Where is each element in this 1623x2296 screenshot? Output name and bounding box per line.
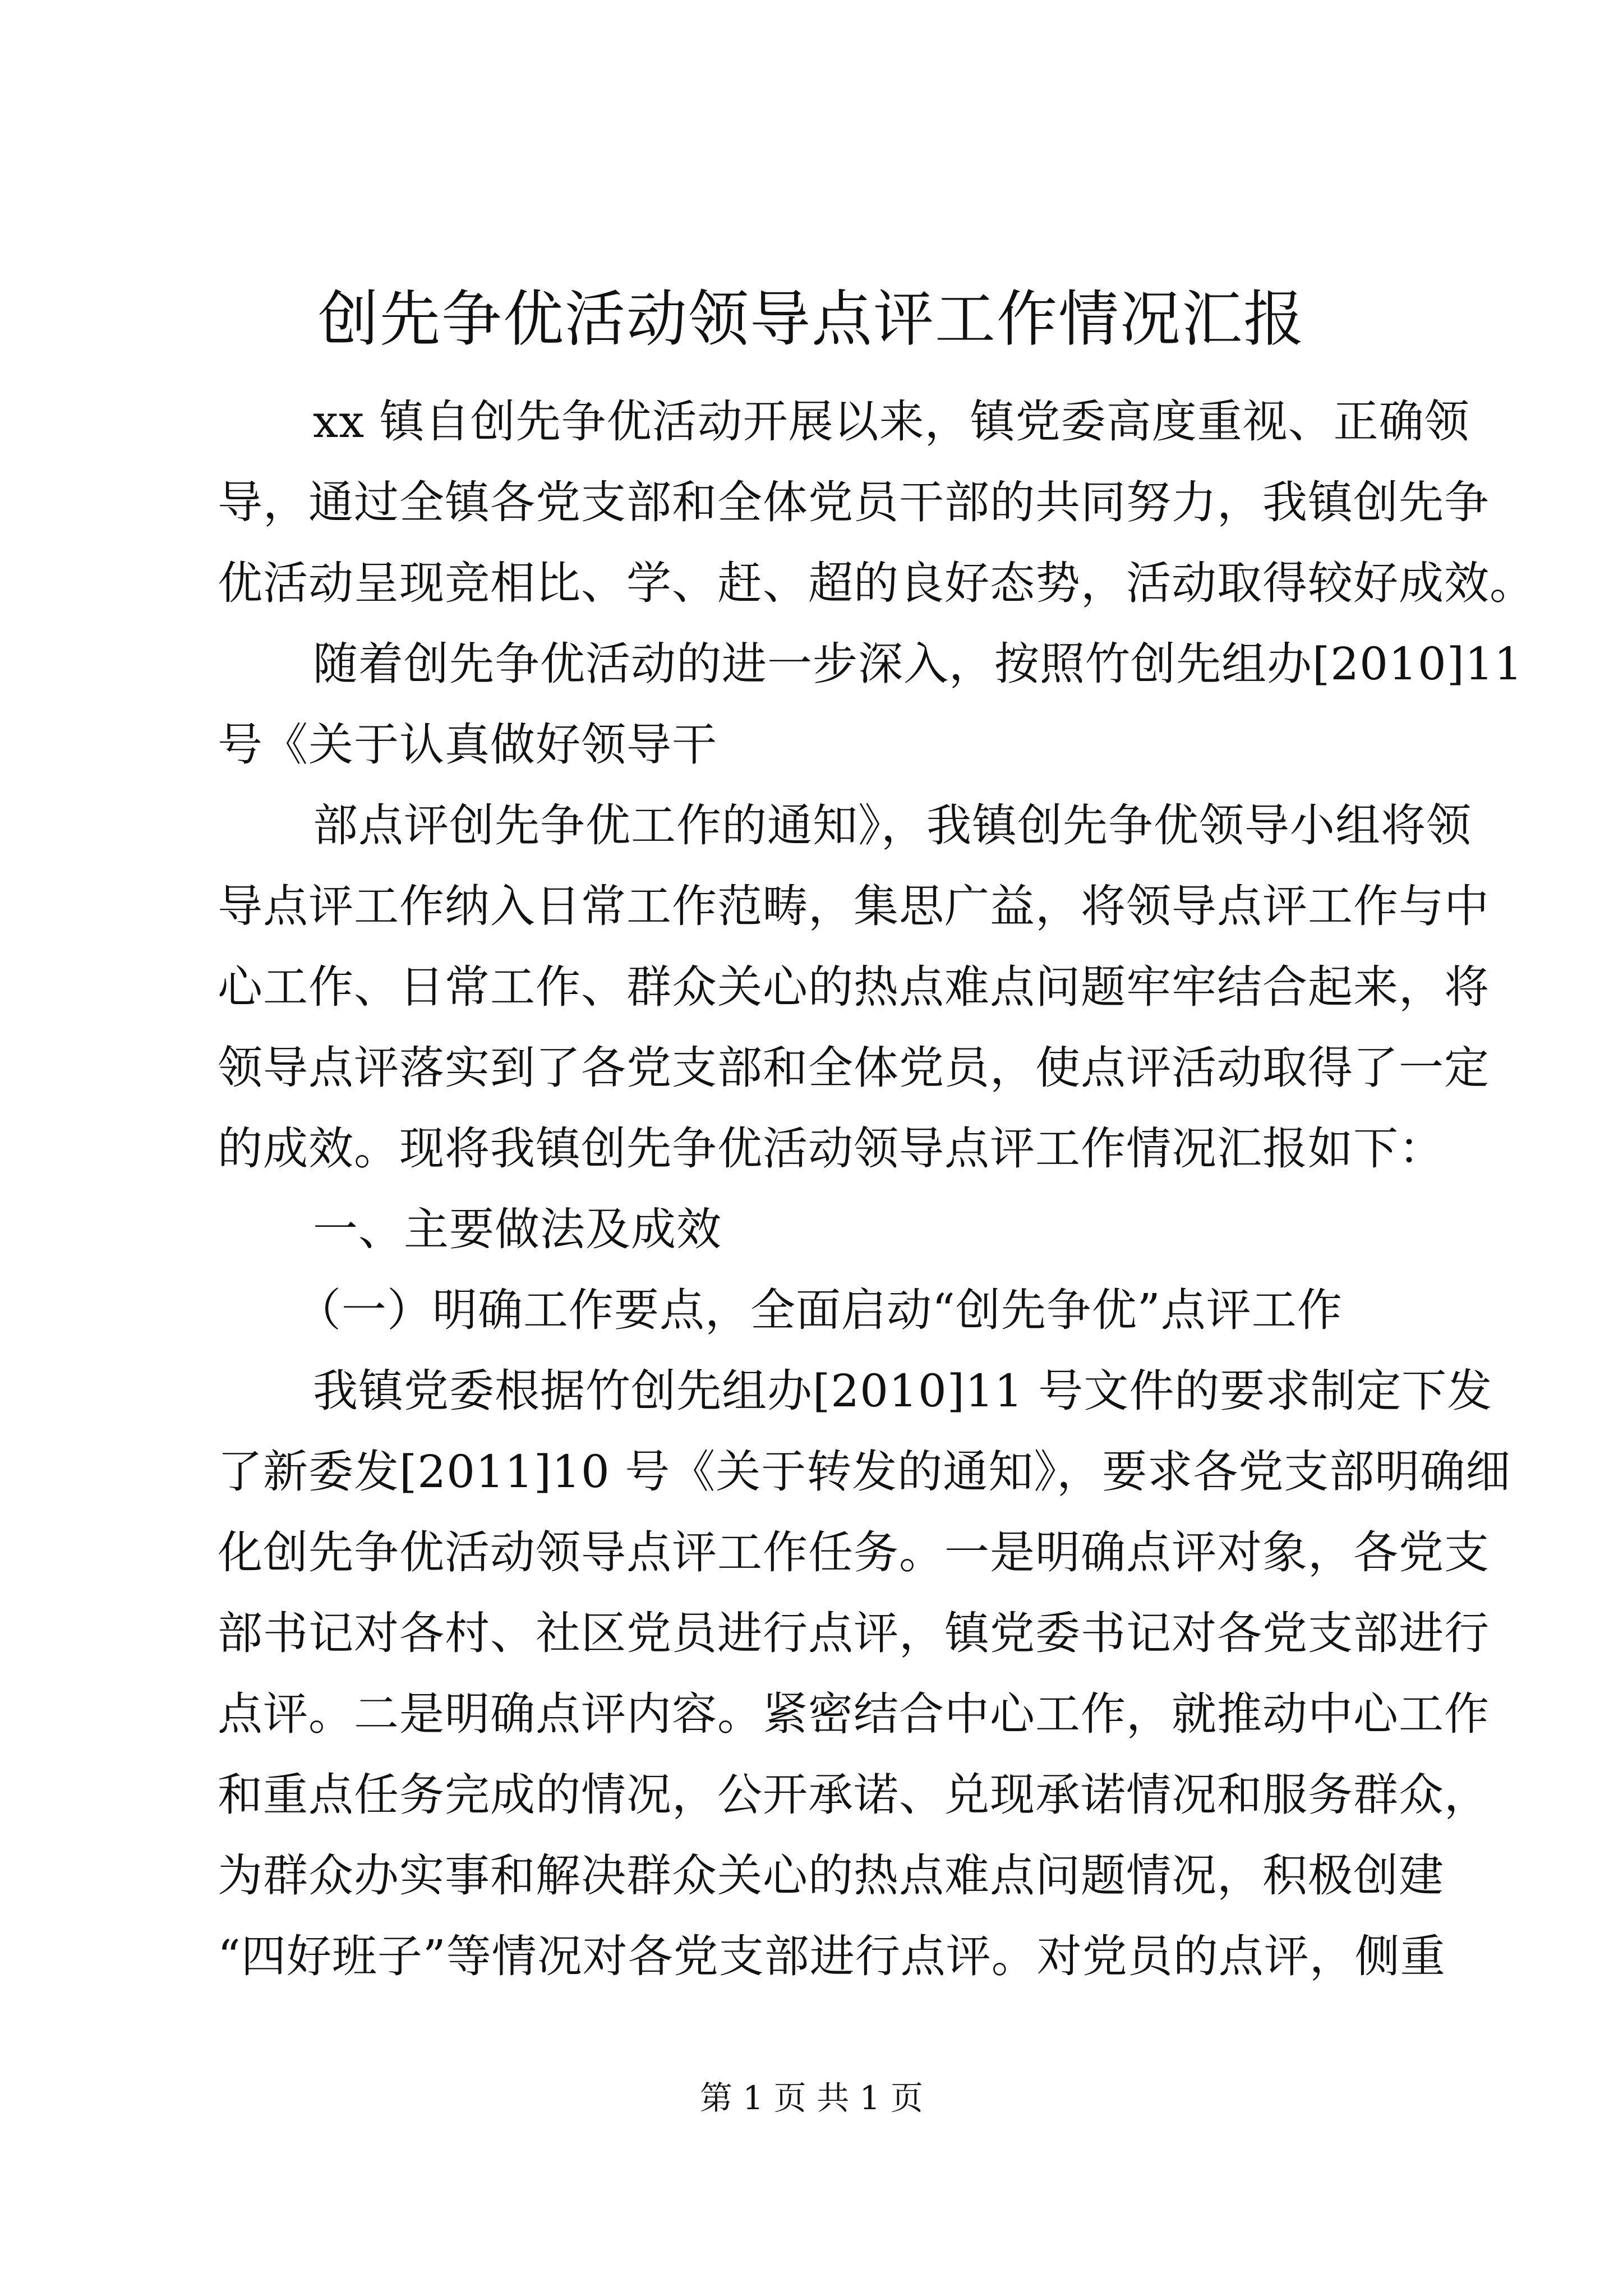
paragraph-line: 部点评创先争优工作的通知》，我镇创先争优领导小组将领	[313, 799, 1472, 852]
paragraph-line: 号《关于认真做好领导干	[218, 719, 717, 771]
paragraph-line: 导点评工作纳入日常工作范畴，集思广益，将领导点评工作与中	[218, 880, 1490, 932]
paragraph-line: 随着创先争优活动的进一步深入，按照竹创先组办[2010]11	[313, 638, 1523, 690]
page-footer: 第 1 页 共 1 页	[700, 2079, 923, 2117]
paragraph-line: 导，通过全镇各党支部和全体党员干部的共同努力，我镇创先争	[218, 476, 1490, 528]
document-title: 创先争优活动领导点评工作情况汇报	[317, 284, 1305, 355]
paragraph-line: “四好班子”等情况对各党支部进行点评。对党员的点评，侧重	[218, 1930, 1446, 1982]
paragraph-line: 化创先争优活动领导点评工作任务。一是明确点评对象，各党支	[218, 1526, 1490, 1579]
document-body	[218, 381, 1535, 1997]
paragraph-line: 心工作、日常工作、群众关心的热点难点问题牢牢结合起来，将	[218, 961, 1490, 1013]
subsection-heading: （一）明确工作要点，全面启动“创先争优”点评工作	[296, 1284, 1343, 1336]
paragraph-line: 领导点评落实到了各党支部和全体党员，使点评活动取得了一定	[218, 1042, 1490, 1094]
paragraph-line: 点评。二是明确点评内容。紧密结合中心工作，就推动中心工作	[218, 1688, 1490, 1740]
paragraph-line: 了新委发[2011]10 号《关于转发的通知》，要求各党支部明确细	[218, 1446, 1511, 1498]
paragraph-line: 部书记对各村、社区党员进行点评，镇党委书记对各党支部进行	[218, 1607, 1490, 1659]
paragraph-line: xx 镇自创先争优活动开展以来，镇党委高度重视、正确领	[313, 395, 1470, 448]
paragraph-line: 的成效。现将我镇创先争优活动领导点评工作情况汇报如下：	[218, 1122, 1444, 1175]
paragraph-line: 优活动呈现竞相比、学、赶、超的良好态势，活动取得较好成效。	[218, 557, 1535, 609]
paragraph-line: 和重点任务完成的情况，公开承诺、兑现承诺情况和服务群众，	[218, 1769, 1490, 1821]
paragraph-line: 我镇党委根据竹创先组办[2010]11 号文件的要求制定下发	[313, 1365, 1493, 1417]
paragraph-line: 为群众办实事和解决群众关心的热点难点问题情况，积极创建	[218, 1849, 1444, 1902]
section-heading: 一、主要做法及成效	[313, 1203, 722, 1255]
